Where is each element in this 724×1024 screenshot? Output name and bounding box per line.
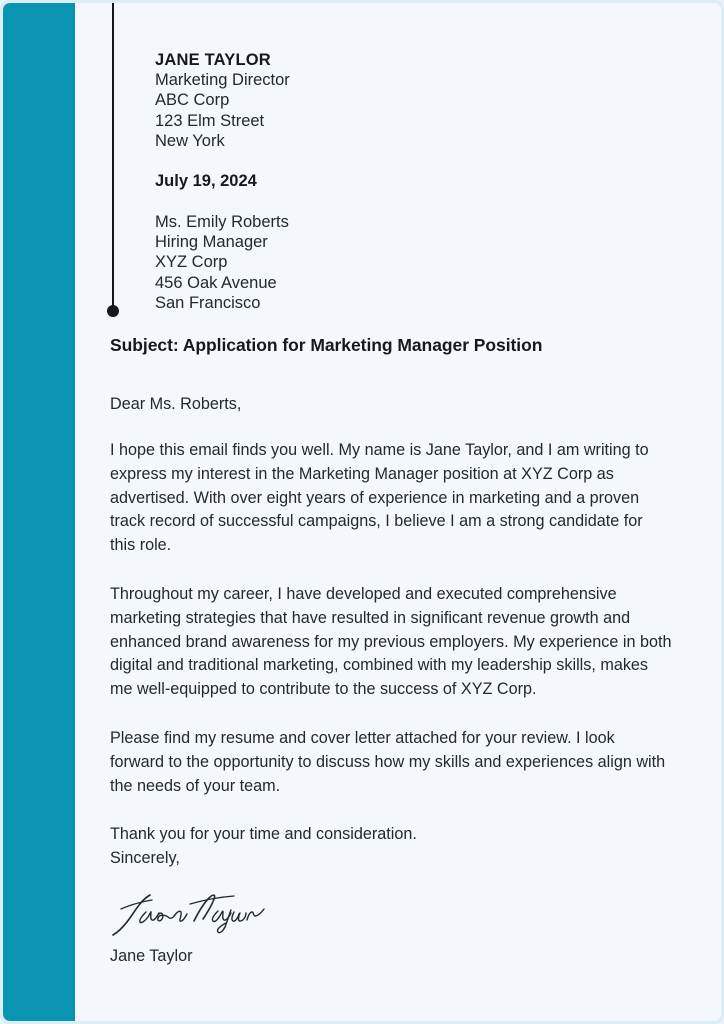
recipient-street: 456 Oak Avenue [155, 273, 277, 292]
sender-street: 123 Elm Street [155, 111, 265, 130]
sender-company: ABC Corp [155, 91, 230, 110]
sender-name: JANE TAYLOR [155, 51, 271, 69]
signature-image [110, 891, 673, 939]
body-paragraph-1: I hope this email finds you well. My name is Jane Taylor, and I am writing to express my interest in the Marketing Manager position at XYZ Corp as advertised. With over eight years of experience in marketing and a proven track record of successful campaigns, I believe I am a strong candidate for this role. [110, 441, 649, 555]
letter-date: July 19, 2024 [155, 172, 257, 191]
sender-city: New York [155, 131, 225, 150]
recipient-name: Ms. Emily Roberts [155, 213, 289, 232]
letterhead [110, 3, 685, 313]
accent-sidebar [3, 3, 75, 1021]
recipient-company: XYZ Corp [155, 253, 228, 272]
subject-line: Subject: Application for Marketing Manager Position [110, 335, 543, 356]
recipient-city: San Francisco [155, 293, 261, 312]
signature-printed-name: Jane Taylor [110, 946, 193, 965]
body-paragraph-2: Throughout my career, I have developed and executed comprehensive marketing strategies that have resulted in significant revenue growth and enhanced brand awareness for my previous employers. My experience in both digital and traditional marketing, combined with my leadership skills, makes me well-equipped to contribute to the success of XYZ Corp. [110, 585, 672, 699]
body-paragraph-3: Please find my resume and cover letter attached for your review. I look forward to the opportunity to discuss how my skills and experiences align with the needs of your team. [110, 729, 666, 795]
sign-off-line: Sincerely, [110, 849, 180, 868]
sender-title: Marketing Director [155, 71, 290, 90]
salutation: Dear Ms. Roberts, [110, 395, 242, 414]
letter-content [110, 3, 685, 1021]
recipient-title: Hiring Manager [155, 233, 268, 252]
letter-body [110, 313, 685, 966]
recipient-address-block [155, 212, 685, 313]
thanks-line: Thank you for your time and consideration. [110, 825, 417, 844]
closing-block [110, 823, 673, 871]
sender-address-block [155, 50, 685, 151]
